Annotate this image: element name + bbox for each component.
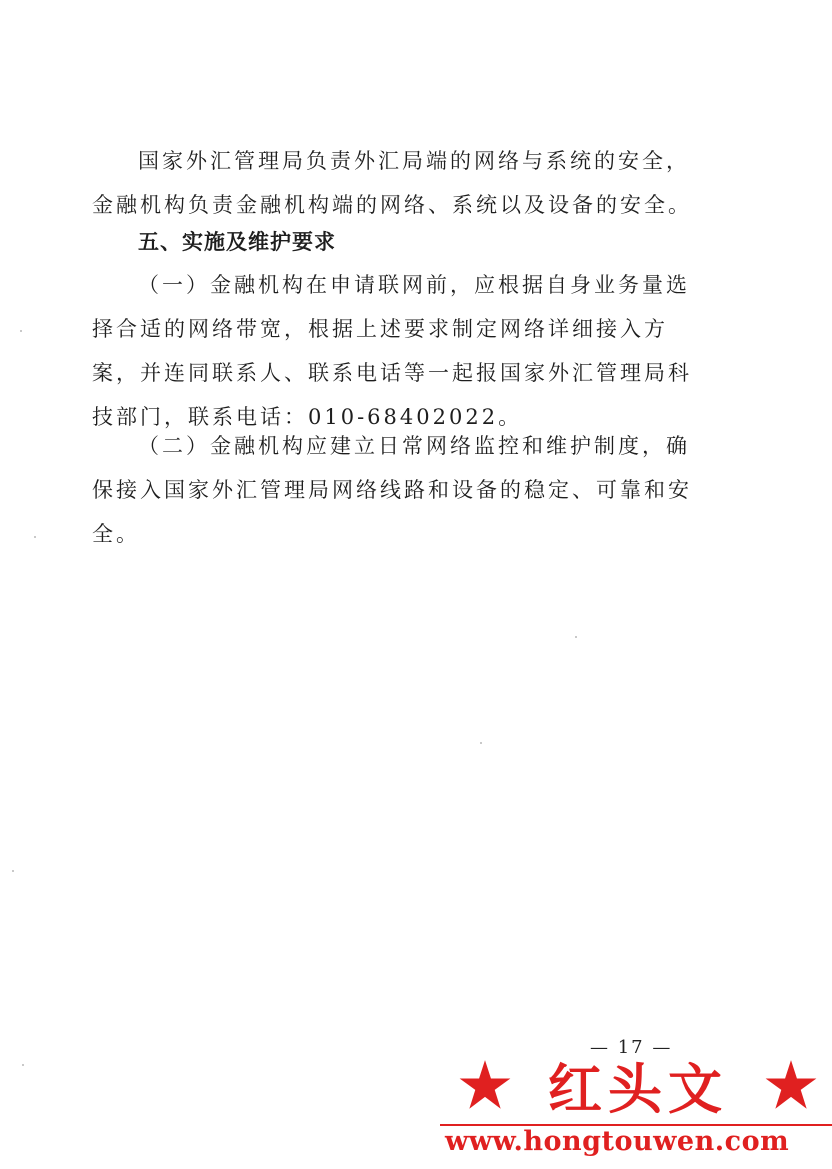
scan-speck — [480, 742, 482, 744]
scan-speck — [20, 330, 22, 332]
paragraph-item-2: （二）金融机构应建立日常网络监控和维护制度，确保接入国家外汇管理局网络线路和设备的稳定、可靠和安全。 — [92, 434, 692, 546]
scan-speck — [575, 636, 577, 638]
scan-speck — [12, 870, 14, 872]
watermark-banner — [458, 1050, 818, 1120]
watermark-url: www.hongtouwen.com — [445, 1126, 790, 1157]
scan-speck — [34, 536, 36, 538]
page-number: — 17 — — [590, 1037, 673, 1058]
paragraph-security: 国家外汇管理局负责外汇局端的网络与系统的安全，金融机构负责金融机构端的网络、系统以及设备的安全。 — [92, 149, 692, 217]
paragraph-item-1: （一）金融机构在申请联网前，应根据自身业务量选择合适的网络带宽，根据上述要求制定网络详细接入方案，并连同联系人、联系电话等一起报国家外汇管理局科技部门，联系电话：010-68402022。 — [92, 273, 692, 429]
section-heading: 五、实施及维护要求 — [138, 230, 336, 254]
watermark-title: 红头文 — [548, 1057, 728, 1121]
star-icon — [764, 1058, 818, 1112]
star-icon — [458, 1058, 512, 1112]
scan-speck — [22, 1064, 24, 1066]
